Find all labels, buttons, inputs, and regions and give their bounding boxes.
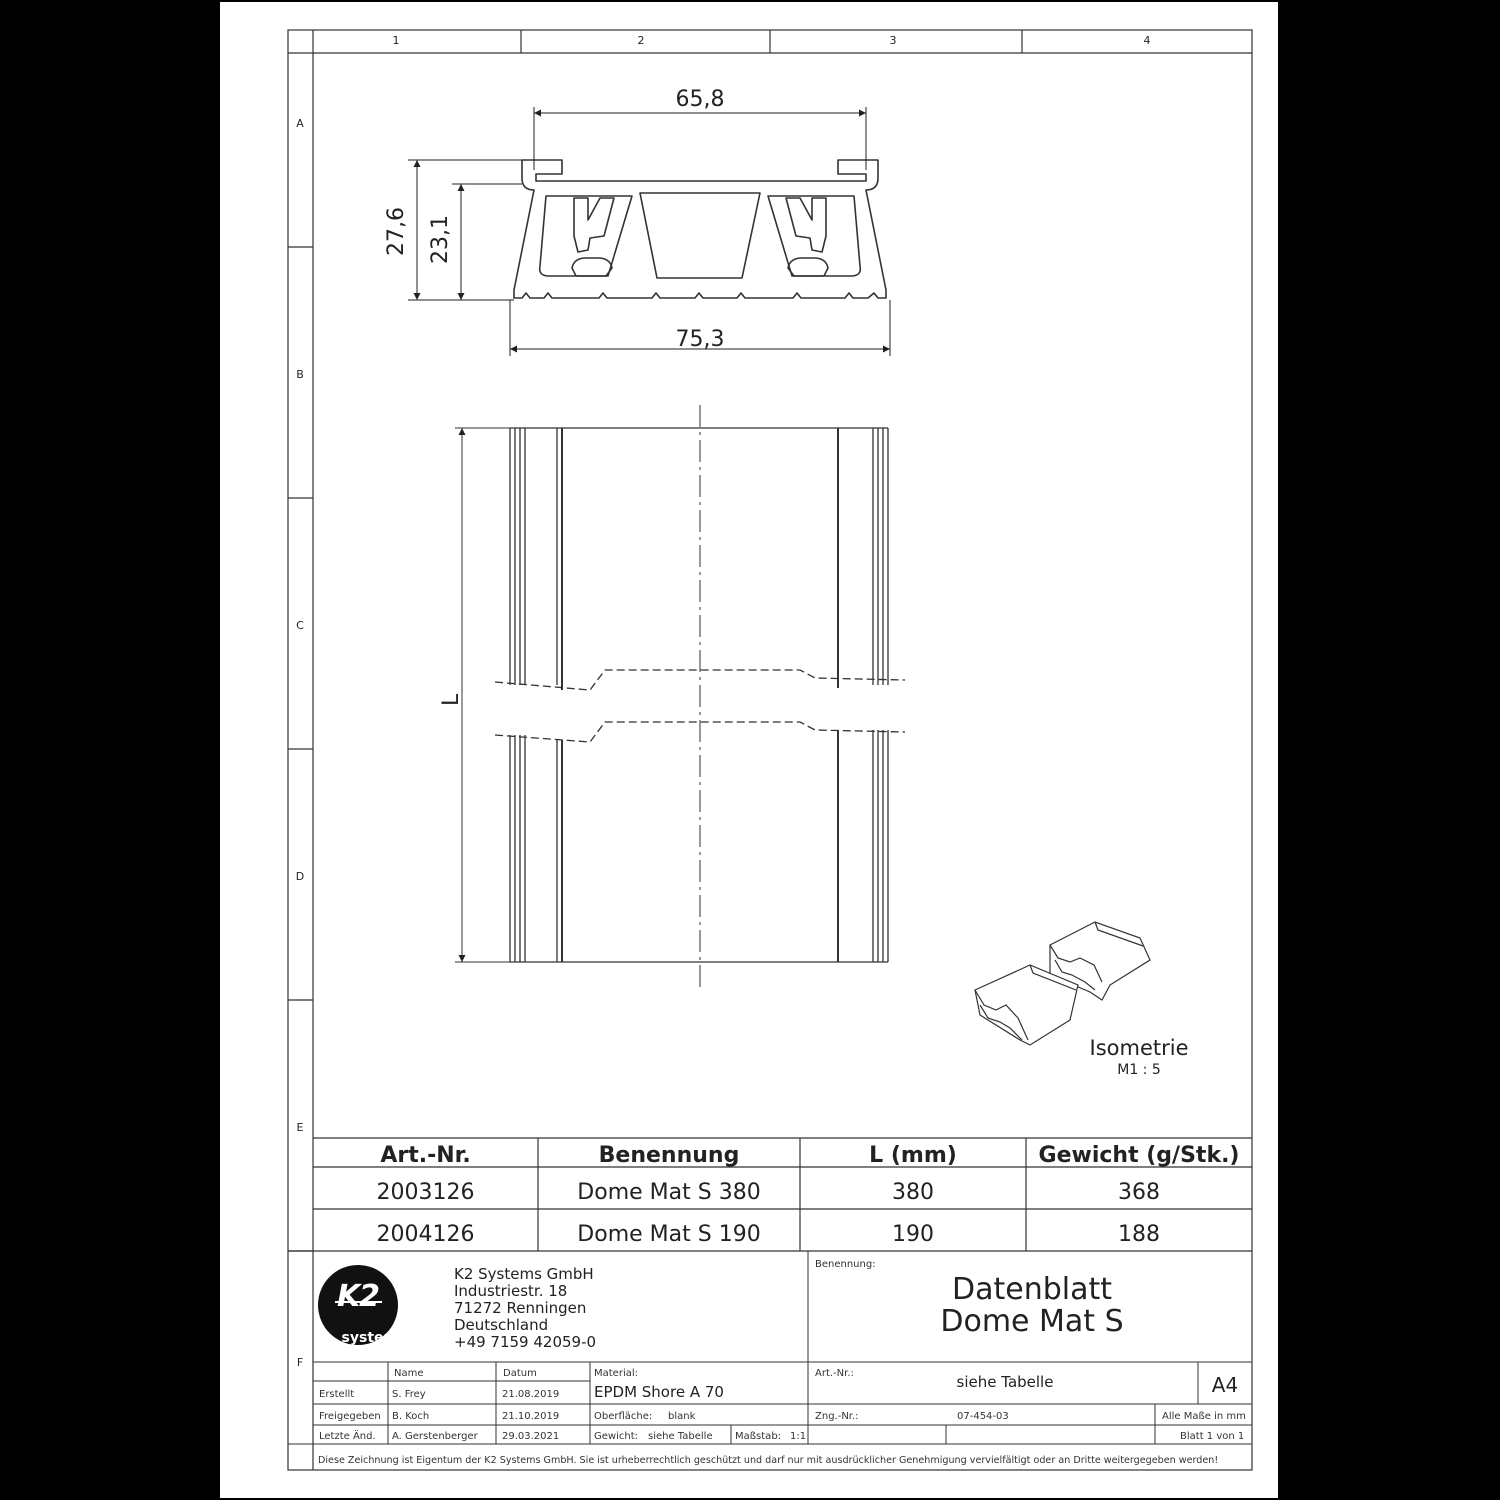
oberflaeche-value: blank [668, 1411, 696, 1422]
grid-row-d: D [295, 870, 305, 883]
title-line2: Dome Mat S [940, 1304, 1124, 1339]
isometric-label: Isometrie [1089, 1036, 1189, 1060]
copyright-note: Diese Zeichnung ist Eigentum der K2 Systems GmbH. Sie ist urheberrechtlich geschützt und darf nur mit ausdrücklicher Genehmigung vervielfältigt oder an Dritte weitergegeben werden! [318, 1455, 1219, 1466]
technical-drawing [220, 2, 1278, 1498]
letzte-date: 29.03.2021 [502, 1431, 560, 1442]
company-line: Deutschland [454, 1316, 549, 1334]
letzte-label: Letzte Änd. [319, 1431, 376, 1442]
table-cell: 188 [1118, 1222, 1160, 1247]
blatt-note: Blatt 1 von 1 [1180, 1431, 1245, 1442]
side-view-bottom-part [510, 730, 888, 962]
title-line1: Datenblatt [951, 1272, 1113, 1307]
profile-cross-section [514, 160, 886, 298]
alle-masse-note: Alle Maße in mm [1162, 1411, 1246, 1422]
erstellt-name: S. Frey [392, 1389, 426, 1400]
dim-length: L [439, 693, 464, 706]
table-cell: 2003126 [376, 1180, 475, 1205]
logo-k2-text: K2 [336, 1279, 380, 1314]
zngnr-value: 07-454-03 [957, 1411, 1009, 1422]
artnr-label: Art.-Nr.: [815, 1368, 854, 1379]
material-value: EPDM Shore A 70 [594, 1383, 724, 1401]
side-view [455, 405, 905, 990]
col-name-label: Name [394, 1368, 424, 1379]
gewicht-label: Gewicht: [594, 1431, 638, 1442]
company-address [454, 1266, 596, 1351]
massstab-label: Maßstab: [735, 1431, 782, 1442]
company-line: Industriestr. 18 [454, 1282, 568, 1300]
grid-row-a: A [296, 117, 304, 130]
drawing-sheet [220, 2, 1278, 1498]
dim-height-total: 27,6 [384, 207, 409, 256]
table-cell: Dome Mat S 190 [577, 1222, 761, 1247]
erstellt-date: 21.08.2019 [502, 1389, 560, 1400]
table-cell: 190 [892, 1222, 934, 1247]
freigegeben-label: Freigegeben [319, 1411, 381, 1422]
grid-col-4: 4 [1143, 34, 1151, 47]
letzte-name: A. Gerstenberger [392, 1431, 478, 1442]
table-header-gewicht: Gewicht (g/Stk.) [1038, 1143, 1240, 1168]
side-view-top-part [510, 428, 888, 690]
col-datum-label: Datum [503, 1368, 537, 1379]
dim-width-top: 65,8 [675, 87, 725, 112]
freigegeben-date: 21.10.2019 [502, 1411, 560, 1422]
table-header-length: L (mm) [869, 1143, 957, 1168]
gewicht-value: siehe Tabelle [648, 1431, 713, 1442]
grid-row-e: E [296, 1121, 304, 1134]
table-cell: Dome Mat S 380 [577, 1180, 761, 1205]
freigegeben-name: B. Koch [392, 1411, 430, 1422]
company-line: 71272 Renningen [454, 1299, 587, 1317]
table-cell: 380 [892, 1180, 934, 1205]
format-value: A4 [1211, 1373, 1239, 1397]
isometric-sketch [975, 922, 1150, 1045]
grid-row-b: B [296, 368, 304, 381]
massstab-value: 1:1 [790, 1431, 807, 1442]
oberflaeche-label: Oberfläche: [594, 1411, 653, 1422]
logo-systems-text: systems [341, 1330, 407, 1346]
grid-row-c: C [296, 619, 304, 632]
grid-col-3: 3 [889, 34, 897, 47]
table-cell: 2004126 [376, 1222, 475, 1247]
grid-col-1: 1 [392, 34, 400, 47]
material-label: Material: [594, 1368, 638, 1379]
grid-col-2: 2 [637, 34, 645, 47]
artnr-value: siehe Tabelle [956, 1373, 1054, 1391]
table-header-benennung: Benennung [598, 1143, 740, 1168]
dim-height-inner: 23,1 [428, 215, 453, 264]
company-line: +49 7159 42059-0 [454, 1333, 597, 1351]
table-cell: 368 [1118, 1180, 1160, 1205]
erstellt-label: Erstellt [319, 1389, 355, 1400]
grid-row-f: F [296, 1356, 304, 1369]
table-header-artnr: Art.-Nr. [380, 1143, 471, 1168]
company-line: K2 Systems GmbH [454, 1265, 594, 1283]
isometric-scale: M1 : 5 [1117, 1062, 1161, 1078]
benennung-label: Benennung: [815, 1259, 876, 1270]
zngnr-label: Zng.-Nr.: [815, 1411, 859, 1422]
dim-width-bottom: 75,3 [675, 327, 725, 352]
